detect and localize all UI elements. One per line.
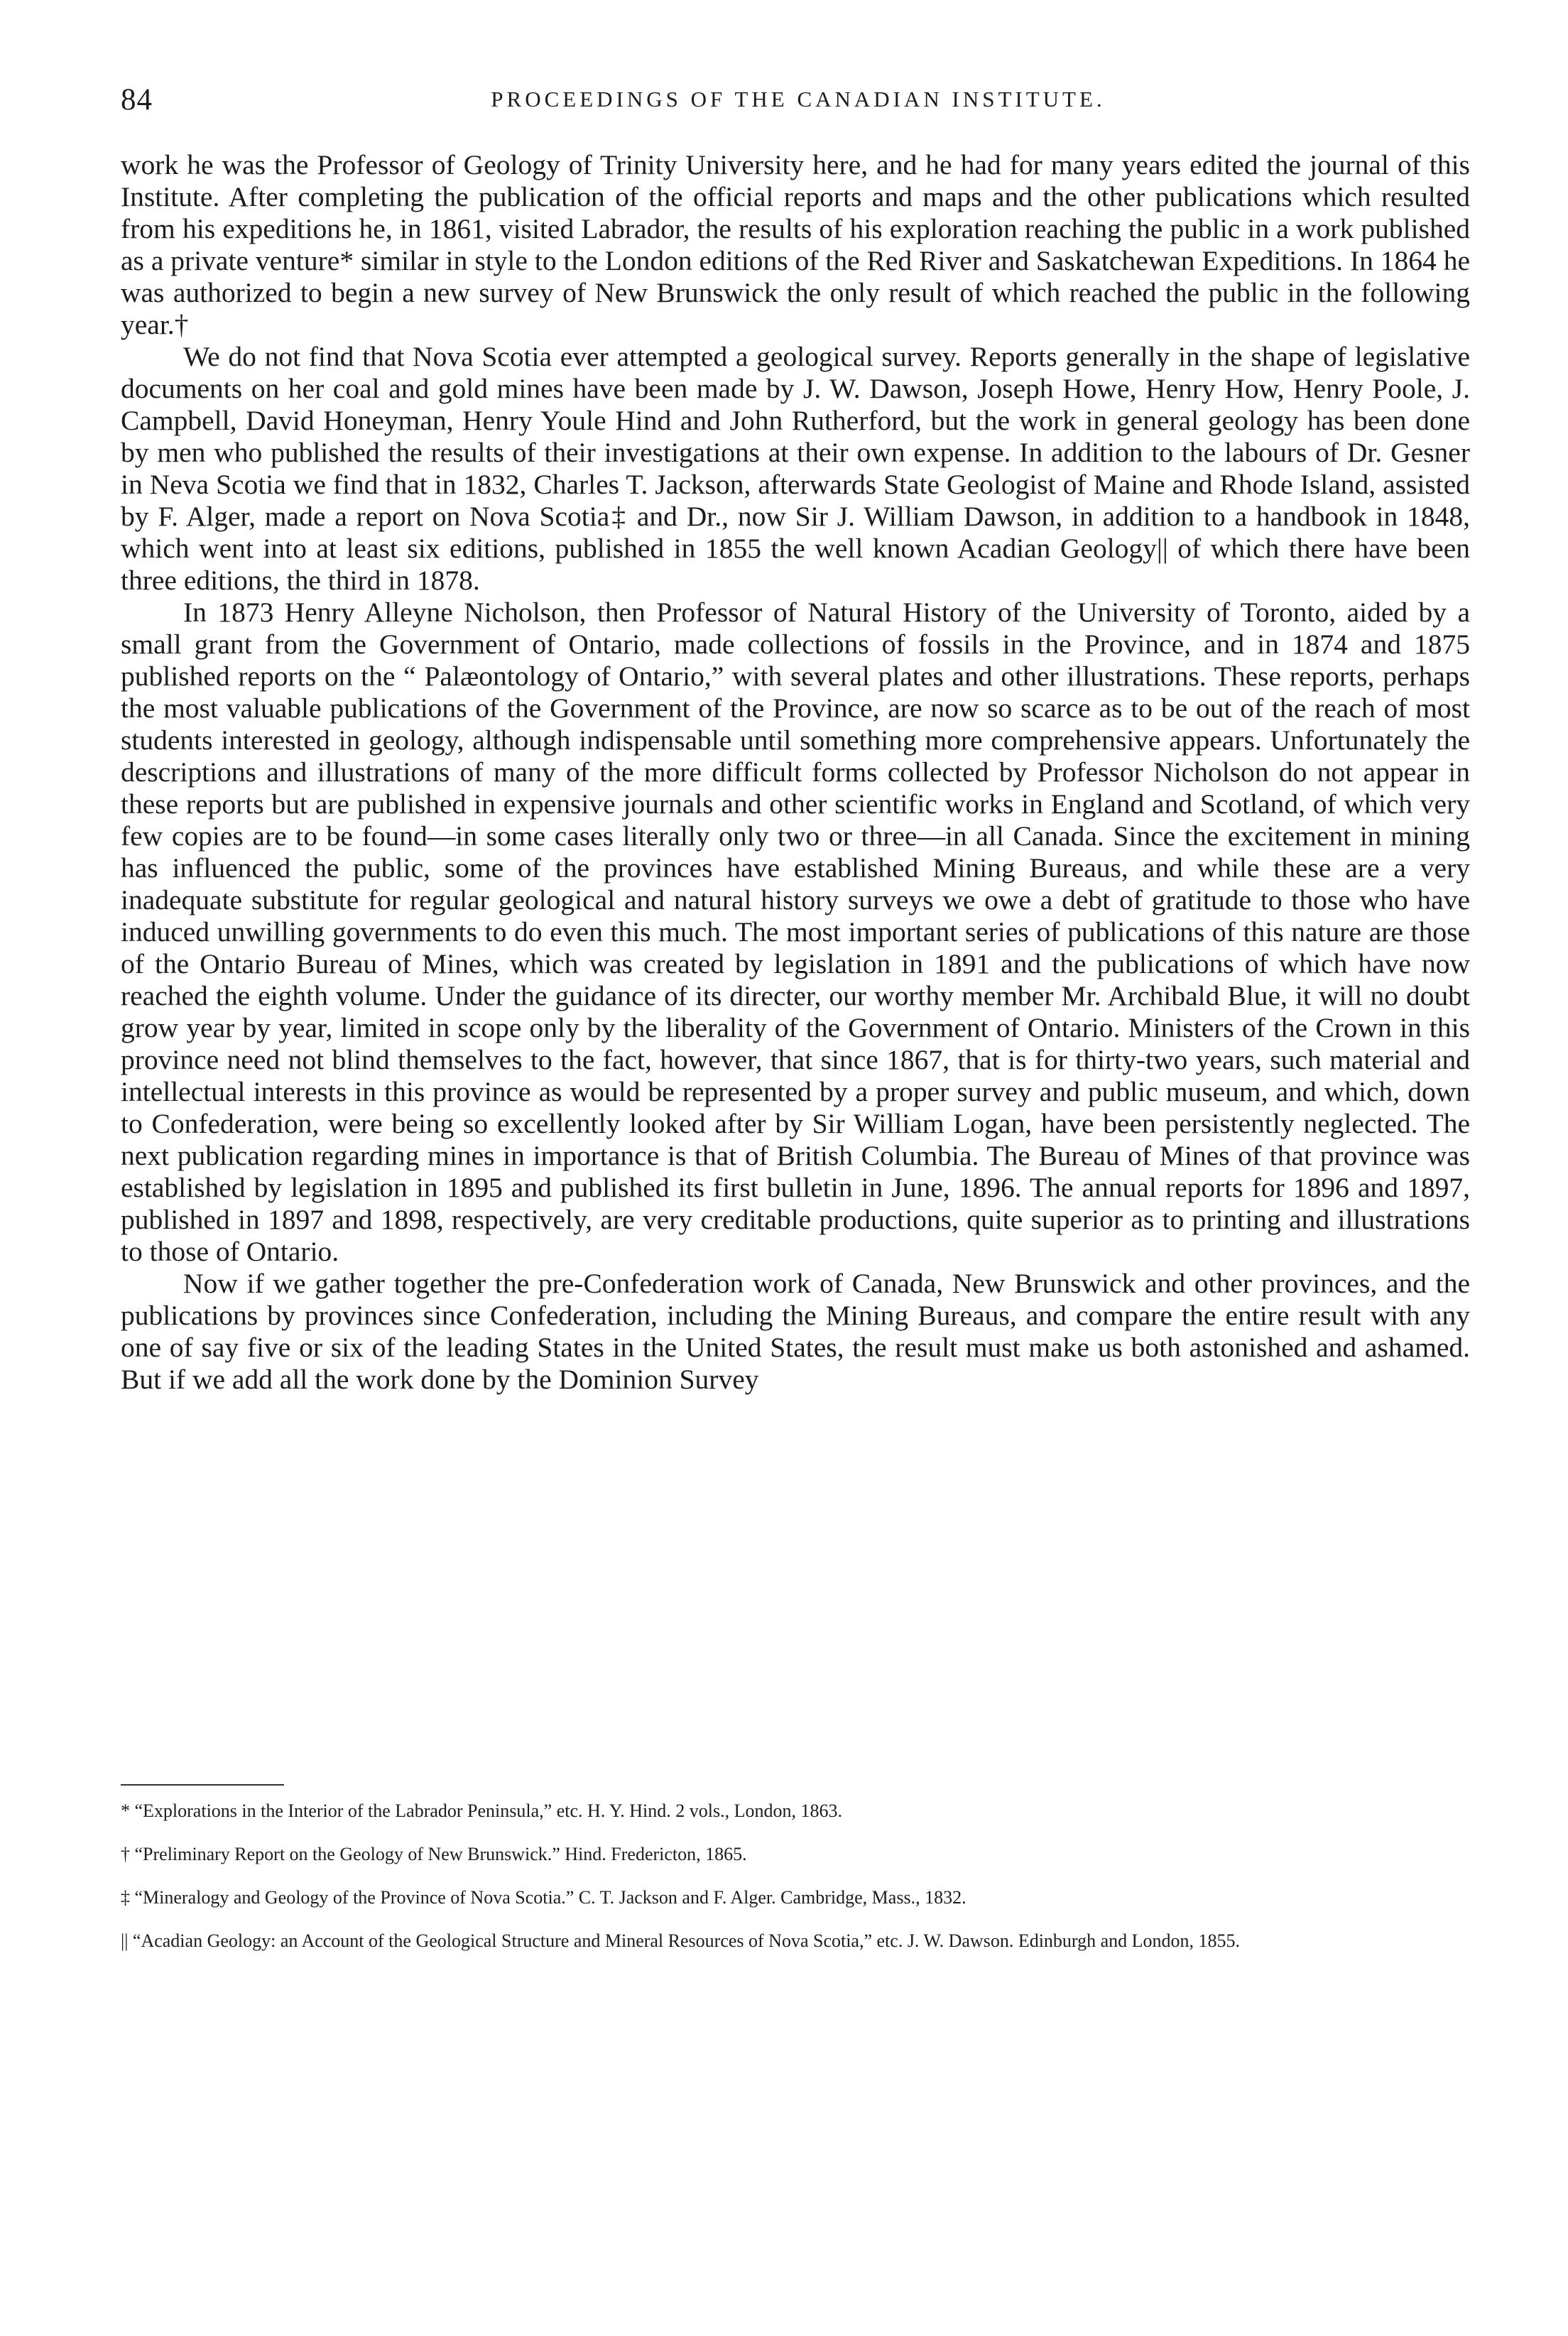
paragraph: work he was the Professor of Geology of Trinity University here, and he had for many years edited the journal of this Institute. After completing the publication of the official reports and maps and the other publications which resulted from his expeditions he, in 1861, visited Labrador, the results of his exploration reaching the public in a work published as a private venture* similar in style to the London editions of the Red River and Saskatchewan Expeditions. In 1864 he was authorized to begin a new survey of New Brunswick the only result of which reached the public in the following year.† [121, 149, 1470, 340]
paragraph: In 1873 Henry Alleyne Nicholson, then Professor of Natural History of the University of Toronto, aided by a small grant from the Government of Ontario, made collections of fossils in the Province, and in 1874 and 1875 published reports on the “ Palæontology of Ontario,” with several plates and other illustrations. These reports, perhaps the most valuable publications of the Government of the Province, are now so scarce as to be out of the reach of most students interested in geology, although indispensable until something more comprehensive appears. Unfortunately the descriptions and illustrations of many of the more difficult forms collected by Professor Nicholson do not appear in these reports but are published in expensive journals and other scientific works in England and Scotland, of which very few copies are to be found—in some cases literally only two or three—in all Canada. Since the excitement in mining has influenced the public, some of the provinces have established Mining Bureaus, and while these are a very inadequate substitute for regular geological and natural history surveys we owe a debt of gratitude to those who have induced unwilling governments to do even this much. The most important series of publications of this nature are those of the Ontario Bureau of Mines, which was created by legislation in 1891 and the publications of which have now reached the eighth volume. Under the guidance of its directer, our worthy member Mr. Archibald Blue, it will no doubt grow year by year, limited in scope only by the liberality of the Government of Ontario. Ministers of the Crown in this province need not blind themselves to the fact, however, that since 1867, that is for thirty-two years, such material and intellectual interests in this province as would be represented by a proper survey and public museum, and which, down to Confederation, were being so excellently looked after by Sir William Logan, have been persistently neglected. The next publication regarding mines in importance is that of British Columbia. The Bureau of Mines of that province was established by legislation in 1895 and published its first bulletin in June, 1896. The annual reports for 1896 and 1897, published in 1897 and 1898, respectively, are very creditable productions, quite superior as to printing and illustrations to those of Ontario. [121, 597, 1470, 1267]
body-text [121, 149, 1470, 1396]
page-header [121, 82, 1476, 125]
running-head: PROCEEDINGS OF THE CANADIAN INSTITUTE. [491, 87, 1106, 112]
footnote: † “Preliminary Report on the Geology of New Brunswick.” Hind. Fredericton, 1865. [121, 1844, 747, 1864]
paragraph: Now if we gather together the pre-Confederation work of Canada, New Brunswick and other provinces, and the publications by provinces since Confederation, including the Mining Bureaus, and compare the entire result with any one of say five or six of the leading States in the United States, the result must make us both astonished and ashamed. But if we add all the work done by the Dominion Survey [121, 1268, 1470, 1395]
footnote: || “Acadian Geology: an Account of the Geological Structure and Mineral Resources of Nova Scotia,” etc. J. W. Dawson. Edinburgh and London, 1855. [121, 1930, 1241, 1951]
footnote: * “Explorations in the Interior of the Labrador Peninsula,” etc. H. Y. Hind. 2 vols., London, 1863. [121, 1800, 842, 1821]
paragraph: We do not find that Nova Scotia ever attempted a geological survey. Reports generally in the shape of legislative documents on her coal and gold mines have been made by J. W. Dawson, Joseph Howe, Henry How, Henry Poole, J. Campbell, David Honeyman, Henry Youle Hind and John Rutherford, but the work in general geology has been done by men who published the results of their investigations at their own expense. In addition to the labours of Dr. Gesner in Neva Scotia we find that in 1832, Charles T. Jackson, afterwards State Geologist of Maine and Rhode Island, assisted by F. Alger, made a report on Nova Scotia‡ and Dr., now Sir J. William Dawson, in addition to a handbook in 1848, which went into at least six editions, published in 1855 the well known Acadian Geology|| of which there have been three editions, the third in 1878. [121, 341, 1470, 596]
page-number: 84 [121, 83, 153, 116]
footnote-divider [121, 1784, 284, 1786]
footnotes [121, 1800, 1470, 1973]
footnote: ‡ “Mineralogy and Geology of the Province of Nova Scotia.” C. T. Jackson and F. Alger. Cambridge, Mass., 1832. [121, 1887, 967, 1908]
